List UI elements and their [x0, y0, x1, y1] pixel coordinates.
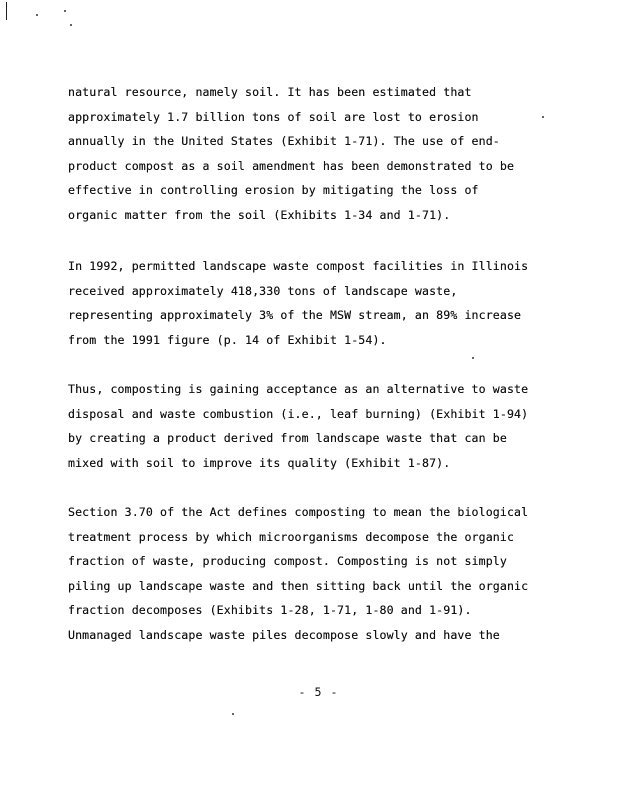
- text-line: approximately 1.7 billion tons of soil are lost to erosion: [68, 109, 479, 124]
- scan-edge-mark: [6, 2, 7, 20]
- text-line: by creating a product derived from landscape waste that can be: [68, 431, 507, 445]
- scan-speck: [70, 24, 72, 26]
- paragraph-composting-acceptance: [68, 377, 558, 475]
- text-line: treatment process by which microorganisms decompose the organic: [68, 529, 515, 544]
- scan-speck: [542, 116, 544, 118]
- text-line: effective in controlling erosion by mitigating the loss of: [68, 183, 479, 197]
- text-line: annually in the United States (Exhibit 1-71). The use of end-: [68, 134, 500, 148]
- text-line: representing approximately 3% of the MSW stream, an 89% increase: [68, 308, 522, 322]
- text-line: from the 1991 figure (p. 14 of Exhibit 1-54).: [68, 332, 387, 347]
- text-line: product compost as a soil amendment has been demonstrated to be: [68, 158, 515, 173]
- text-line: fraction decomposes (Exhibits 1-28, 1-71, 1-80 and 1-91).: [68, 603, 472, 617]
- text-line: piling up landscape waste and then sitting back until the organic: [68, 578, 529, 593]
- paragraph-illinois-1992: [68, 254, 558, 352]
- page-number: - 5 -: [298, 685, 339, 699]
- scan-speck: [232, 713, 234, 715]
- text-line: disposal and waste combustion (i.e., leaf burning) (Exhibit 1-94): [68, 406, 529, 421]
- text-line: natural resource, namely soil. It has been estimated that: [68, 85, 472, 99]
- text-line: received approximately 418,330 tons of landscape waste,: [68, 283, 458, 298]
- scan-speck: [64, 10, 66, 12]
- paragraph-soil-erosion: [68, 80, 558, 227]
- text-line: Section 3.70 of the Act defines composting to mean the biological: [68, 505, 529, 519]
- text-line: Unmanaged landscape waste piles decompose slowly and have the: [68, 627, 500, 642]
- scan-speck: [472, 357, 474, 359]
- text-line: In 1992, permitted landscape waste compost facilities in Illinois: [68, 259, 529, 273]
- text-line: fraction of waste, producing compost. Composting is not simply: [68, 554, 507, 568]
- text-line: mixed with soil to improve its quality (Exhibit 1-87).: [68, 455, 451, 470]
- scan-speck: [36, 14, 38, 16]
- text-line: Thus, composting is gaining acceptance as an alternative to waste: [68, 382, 529, 396]
- paragraph-section-3-70: [68, 500, 558, 647]
- text-line: organic matter from the soil (Exhibits 1-34 and 1-71).: [68, 207, 451, 222]
